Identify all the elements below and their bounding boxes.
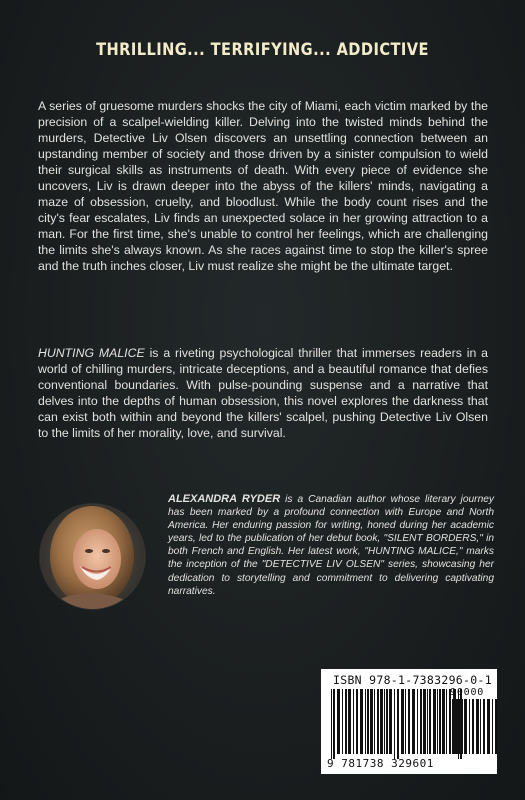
barcode-addon-number: 90000	[450, 687, 485, 698]
tagline: THRILLING... TERRIFYING... ADDICTIVE	[96, 40, 429, 60]
author-bio	[168, 493, 494, 598]
book-description-paragraph	[38, 345, 488, 441]
synopsis-paragraph: A series of gruesome murders shocks the city of Miami, each victim marked by the precision of a scalpel-wielding killer. Delving into the twisted minds behind the murders, Detective Liv Olsen discovers an unsettling connection between an upstanding member of society and those driven by a sinister compulsion to wield their surgical skills as instruments of death. With every piece of evidence she uncovers, Liv is drawn deeper into the abyss of the killers' minds, navigating a maze of obsession, cruelty, and bloodlust. While the body count rises and the city's fear escalates, Liv finds an unexpected solace in her growing attraction to a man. For the first time, she's unable to control her feelings, which are challenging the limits she's always known. As she races against time to stop the killer's spree and the truth inches closer, Liv must realize she might be the ultimate target.	[38, 99, 488, 273]
isbn-barcode	[321, 669, 497, 774]
author-name: ALEXANDRA RYDER	[168, 493, 281, 505]
author-bio-text: is a Canadian author whose literary journey has been marked by a profound connection with Europe and North America. Her enduring passion for writing, honed during her academic years, led to the publication of her debut book, "SILENT BORDERS," in both French and English. Her latest work, "HUNTING MALICE," marks the inception of the "DETECTIVE LIV OLSEN" series, showcasing her dedication to storytelling and commitment to delivering captivating narratives.	[168, 494, 494, 597]
author-portrait-image	[40, 504, 145, 609]
book-description-text: is a riveting psychological thriller that immerses readers in a world of chilling murders, intricate deceptions, and a beautiful romance that defies conventional boundaries. With pulse-pounding suspense and a narrative that delves into the depths of human obsession, this novel explores the darkness that can exist both within and beyond the killers' scalpel, pushing Detective Liv Olsen to the limits of her morality, love, and survival.	[38, 346, 489, 440]
barcode-ean-number: 9 781738 329601	[327, 757, 434, 770]
book-title: HUNTING MALICE	[38, 346, 145, 360]
author-photo	[40, 504, 145, 609]
isbn-label: ISBN 978-1-7383296-0-1	[333, 673, 492, 687]
